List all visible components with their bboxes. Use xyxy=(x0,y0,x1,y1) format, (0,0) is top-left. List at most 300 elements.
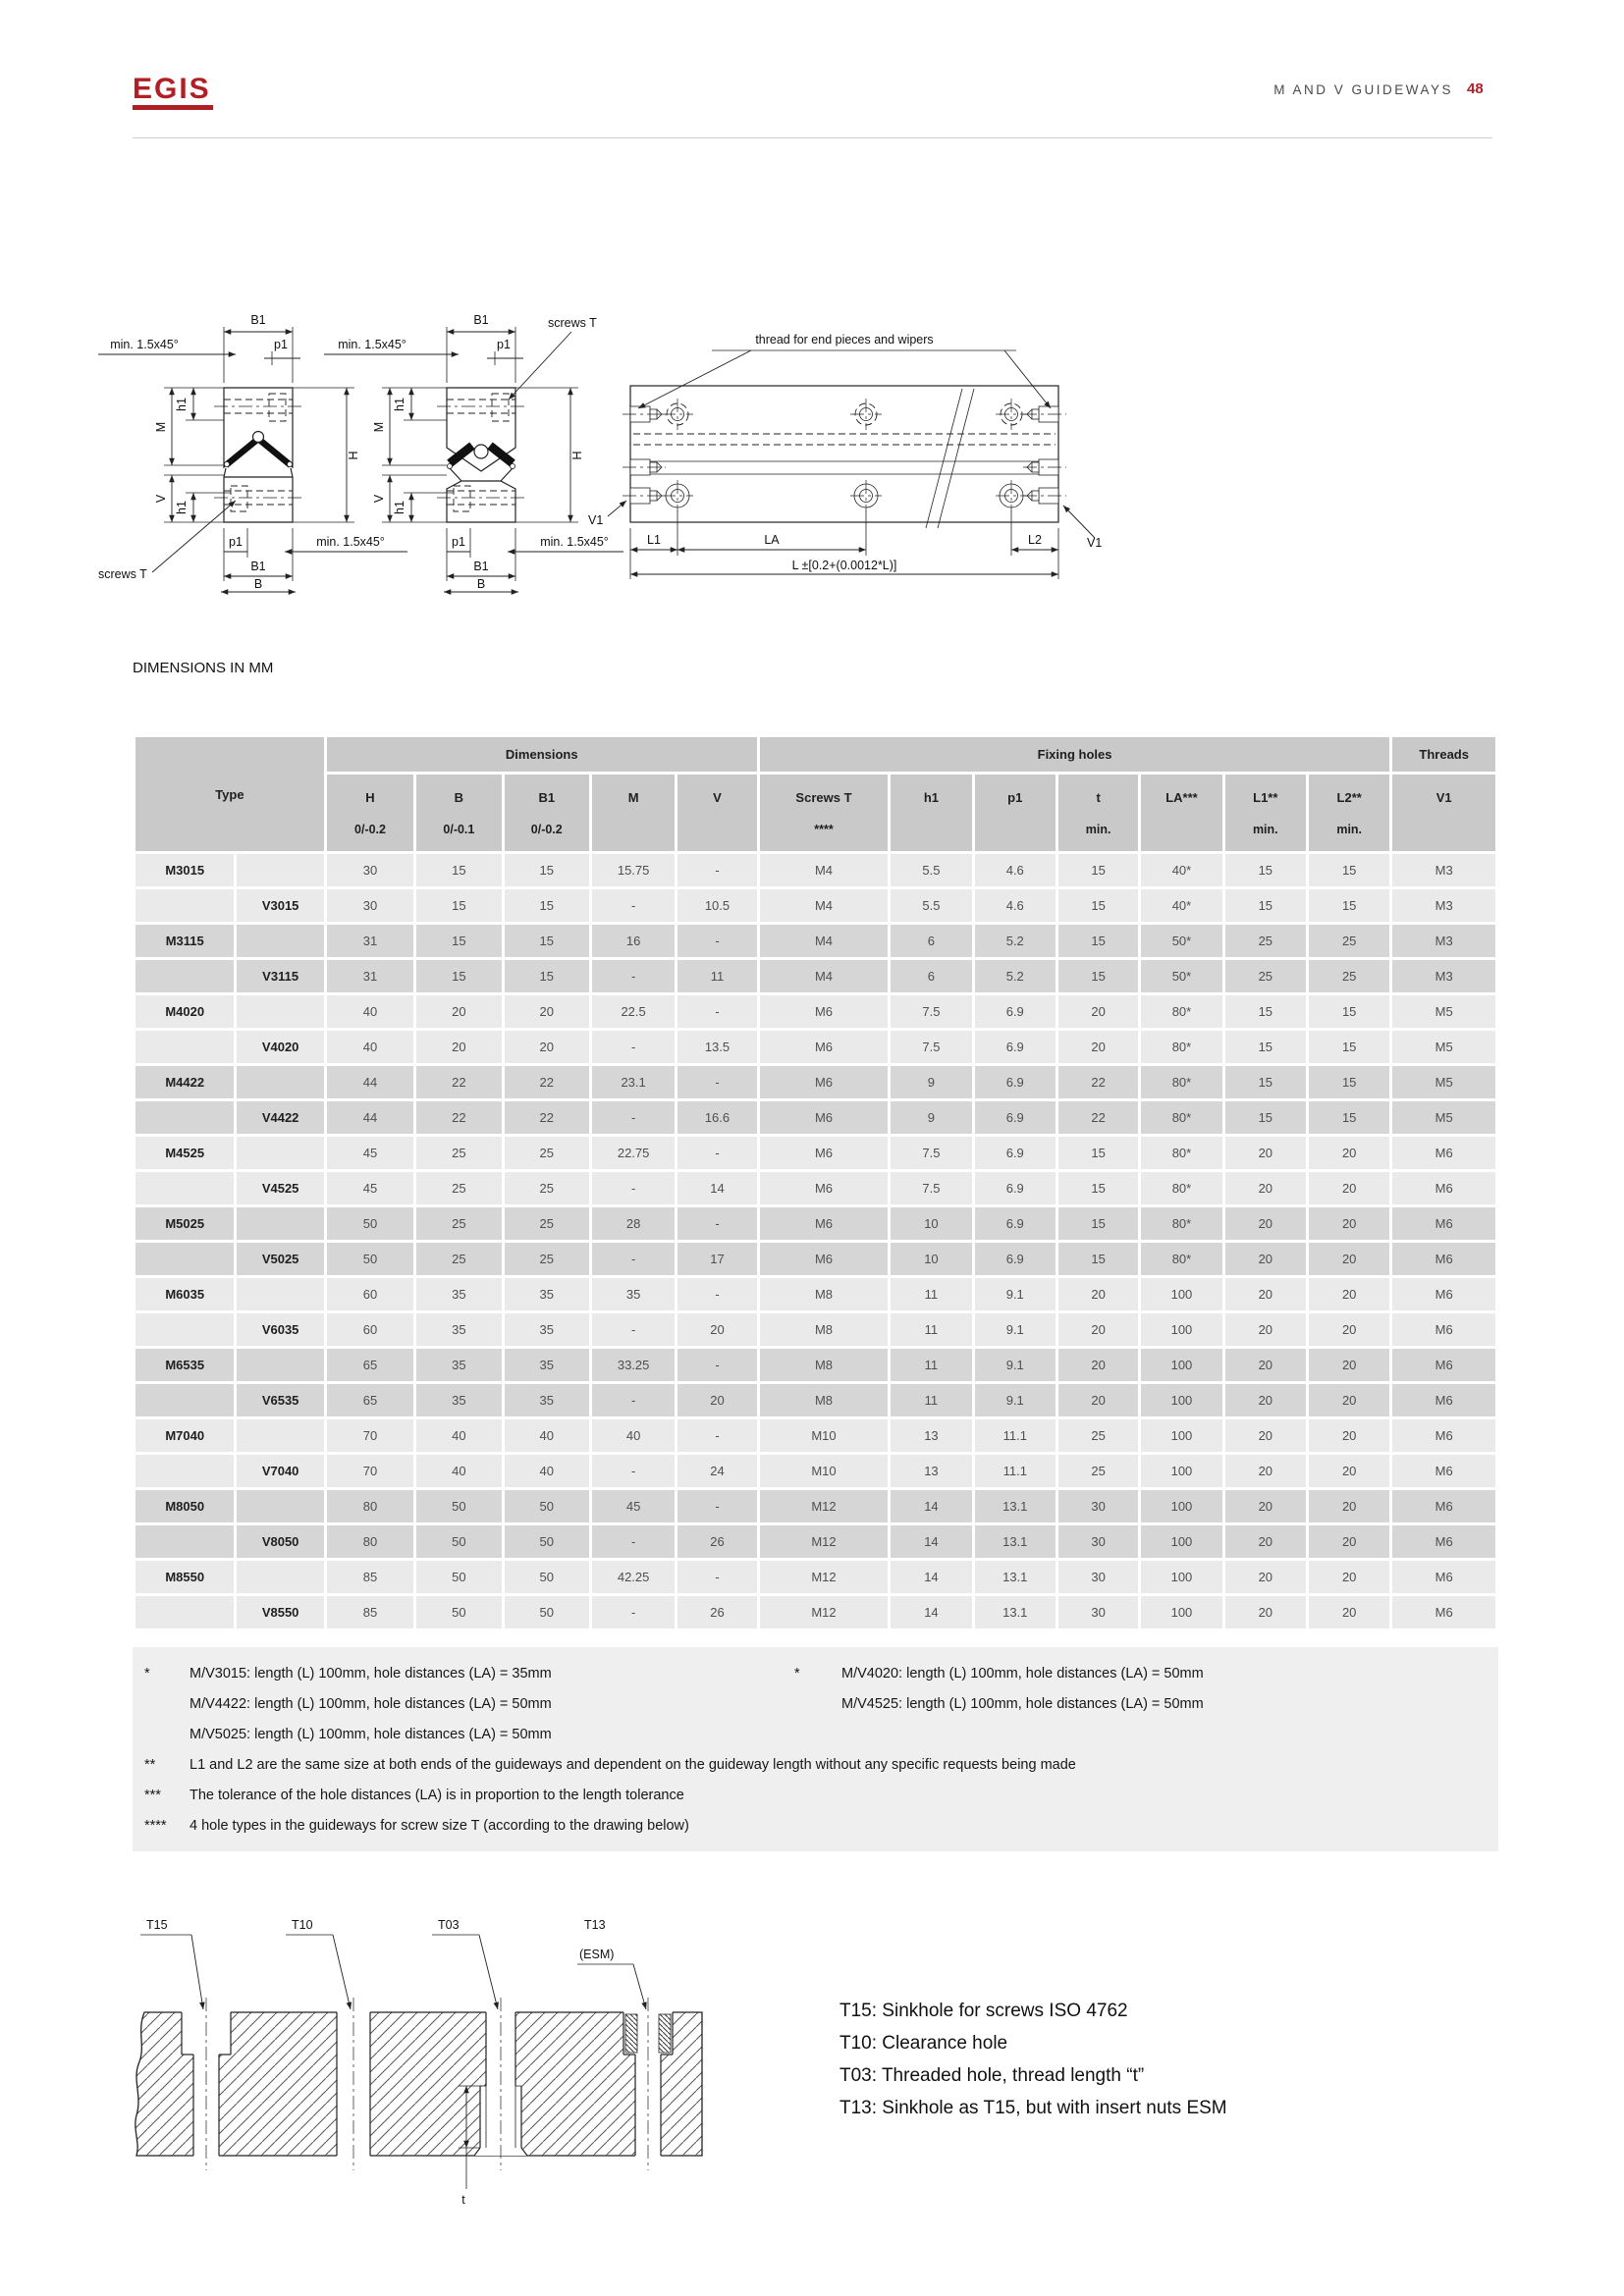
dim-h-label: H xyxy=(347,451,360,460)
value-cell: 20 xyxy=(1225,1349,1306,1381)
value-cell: 20 xyxy=(416,1031,501,1063)
value-cell: 15 xyxy=(416,925,501,957)
v1-label-right: V1 xyxy=(1087,536,1103,550)
header-divider xyxy=(133,137,1492,138)
type-cell-v: V6035 xyxy=(237,1313,323,1346)
value-cell: M6 xyxy=(1392,1490,1495,1522)
group-header-dimensions: Dimensions xyxy=(327,737,757,772)
type-cell-v: V3115 xyxy=(237,960,323,992)
type-cell-v: V4020 xyxy=(237,1031,323,1063)
value-cell: - xyxy=(592,1525,675,1558)
value-cell: 5.5 xyxy=(891,889,971,922)
t03-label: T03 xyxy=(438,1918,460,1932)
value-cell: 15 xyxy=(1309,1066,1389,1098)
value-cell: 60 xyxy=(327,1313,413,1346)
value-cell: 10 xyxy=(891,1243,971,1275)
value-cell: 20 xyxy=(1309,1172,1389,1204)
value-cell: 30 xyxy=(327,889,413,922)
column-header-m: M xyxy=(592,774,675,851)
type-cell-m: M5025 xyxy=(135,1207,234,1240)
value-cell: 80* xyxy=(1141,1031,1221,1063)
value-cell: 70 xyxy=(327,1455,413,1487)
value-cell: 13.1 xyxy=(975,1561,1056,1593)
type-cell-m xyxy=(135,1031,234,1063)
value-cell: 31 xyxy=(327,960,413,992)
value-cell: 10 xyxy=(891,1207,971,1240)
value-cell: M3 xyxy=(1392,854,1495,886)
column-header-t: t min. xyxy=(1058,774,1138,851)
value-cell: 15 xyxy=(1309,1101,1389,1134)
value-cell: 14 xyxy=(891,1596,971,1629)
dim-la-label: LA xyxy=(764,533,780,547)
value-cell: M6 xyxy=(760,1066,889,1098)
value-cell: 23.1 xyxy=(592,1066,675,1098)
value-cell: 30 xyxy=(327,854,413,886)
value-cell: 13.5 xyxy=(677,1031,756,1063)
footnote-text: M/V4020: length (L) 100mm, hole distances (LA) = 50mm xyxy=(841,1666,1204,1682)
value-cell: M6 xyxy=(1392,1419,1495,1452)
dim-l2-label: L2 xyxy=(1028,533,1042,547)
value-cell: 20 xyxy=(1309,1455,1389,1487)
column-header-screws-t: Screws T **** xyxy=(760,774,889,851)
footnotes-block xyxy=(133,1647,1498,1851)
value-cell: 60 xyxy=(327,1278,413,1310)
value-cell: M6 xyxy=(760,995,889,1028)
value-cell: 35 xyxy=(416,1384,501,1416)
value-cell: 15 xyxy=(1225,1031,1306,1063)
value-cell: 15 xyxy=(1058,1172,1138,1204)
t15-label: T15 xyxy=(146,1918,168,1932)
table-row-m3015 xyxy=(135,854,1495,886)
type-cell-m: M3115 xyxy=(135,925,234,957)
value-cell: 7.5 xyxy=(891,1031,971,1063)
dim-m-label: M xyxy=(154,421,168,433)
rail-section-slab xyxy=(135,1998,702,2207)
value-cell: 30 xyxy=(1058,1525,1138,1558)
value-cell: 15 xyxy=(1058,889,1138,922)
value-cell: 50 xyxy=(416,1525,501,1558)
type-cell-v: V7040 xyxy=(237,1455,323,1487)
value-cell: 15 xyxy=(1058,1137,1138,1169)
column-header-la-: LA*** xyxy=(1141,774,1221,851)
value-cell: 25 xyxy=(1309,960,1389,992)
egis-logo: EGIS xyxy=(133,75,213,110)
value-cell: - xyxy=(592,1313,675,1346)
value-cell: 22 xyxy=(416,1101,501,1134)
value-cell: 6.9 xyxy=(975,1172,1056,1204)
value-cell: 20 xyxy=(1225,1172,1306,1204)
svg-text:min. 1.5x45°: min. 1.5x45° xyxy=(316,535,385,549)
value-cell: 22 xyxy=(1058,1066,1138,1098)
value-cell: 20 xyxy=(1309,1596,1389,1629)
table-row-v4020 xyxy=(135,1031,1495,1063)
svg-text:p1: p1 xyxy=(229,535,243,549)
value-cell: - xyxy=(677,1490,756,1522)
table-row-m8050 xyxy=(135,1490,1495,1522)
value-cell: M5 xyxy=(1392,1031,1495,1063)
value-cell: 4.6 xyxy=(975,854,1056,886)
value-cell: 20 xyxy=(1225,1207,1306,1240)
svg-text:H: H xyxy=(570,451,584,460)
value-cell: 35 xyxy=(416,1313,501,1346)
value-cell: 9 xyxy=(891,1101,971,1134)
svg-text:B1: B1 xyxy=(473,560,489,573)
type-cell-m xyxy=(135,1243,234,1275)
type-cell-m xyxy=(135,1313,234,1346)
value-cell: 25 xyxy=(1058,1455,1138,1487)
value-cell: 35 xyxy=(505,1313,589,1346)
group-header-fixing-holes: Fixing holes xyxy=(760,737,1390,772)
value-cell: 80* xyxy=(1141,1066,1221,1098)
value-cell: 13.1 xyxy=(975,1490,1056,1522)
value-cell: 16.6 xyxy=(677,1101,756,1134)
value-cell: 20 xyxy=(677,1384,756,1416)
value-cell: 11 xyxy=(677,960,756,992)
value-cell: 15 xyxy=(1225,995,1306,1028)
value-cell: 15 xyxy=(416,889,501,922)
chamfer-label: min. 1.5x45° xyxy=(110,338,179,351)
type-cell-m: M6035 xyxy=(135,1278,234,1310)
type-cell-v xyxy=(237,1207,323,1240)
value-cell: M12 xyxy=(760,1561,889,1593)
value-cell: M12 xyxy=(760,1596,889,1629)
value-cell: 13 xyxy=(891,1419,971,1452)
value-cell: 20 xyxy=(1225,1561,1306,1593)
value-cell: 50 xyxy=(505,1525,589,1558)
value-cell: 10.5 xyxy=(677,889,756,922)
hole-type-labels xyxy=(140,1918,646,2009)
value-cell: 22 xyxy=(416,1066,501,1098)
value-cell: - xyxy=(677,1207,756,1240)
footnote-line: M/V5025: length (L) 100mm, hole distances (LA) = 50mm xyxy=(189,1727,552,1742)
value-cell: 20 xyxy=(1309,1490,1389,1522)
value-cell: 20 xyxy=(1309,1561,1389,1593)
footnote-marker: * xyxy=(794,1666,800,1682)
value-cell: 15 xyxy=(1225,1101,1306,1134)
guideway-side-view xyxy=(588,333,1102,579)
type-cell-v xyxy=(237,1137,323,1169)
value-cell: 15 xyxy=(1225,1066,1306,1098)
value-cell: 50* xyxy=(1141,925,1221,957)
value-cell: M6 xyxy=(1392,1349,1495,1381)
section-title: DIMENSIONS IN MM xyxy=(133,660,274,676)
value-cell: 85 xyxy=(327,1596,413,1629)
value-cell: 15 xyxy=(505,854,589,886)
value-cell: - xyxy=(677,1419,756,1452)
value-cell: 20 xyxy=(505,995,589,1028)
value-cell: 20 xyxy=(1309,1278,1389,1310)
value-cell: M10 xyxy=(760,1455,889,1487)
hole-type-desc-line: T10: Clearance hole xyxy=(839,2033,1008,2054)
svg-text:min. 1.5x45°: min. 1.5x45° xyxy=(540,535,609,549)
svg-text:V: V xyxy=(372,494,386,504)
svg-text:B1: B1 xyxy=(250,560,266,573)
value-cell: 14 xyxy=(891,1525,971,1558)
value-cell: 15 xyxy=(1225,854,1306,886)
value-cell: M4 xyxy=(760,854,889,886)
svg-text:B1: B1 xyxy=(473,313,489,327)
value-cell: 40 xyxy=(592,1419,675,1452)
value-cell: 45 xyxy=(327,1137,413,1169)
value-cell: 20 xyxy=(1058,995,1138,1028)
value-cell: M6 xyxy=(760,1101,889,1134)
column-header-l1-: L1** min. xyxy=(1225,774,1306,851)
dim-l-total-label: L ±[0.2+(0.0012*L)] xyxy=(791,559,897,572)
value-cell: 15 xyxy=(1058,1243,1138,1275)
value-cell: 6.9 xyxy=(975,1207,1056,1240)
value-cell: 40 xyxy=(416,1455,501,1487)
svg-text:M: M xyxy=(372,421,386,433)
value-cell: 20 xyxy=(1309,1313,1389,1346)
svg-text:h1: h1 xyxy=(393,501,406,514)
value-cell: M6 xyxy=(1392,1596,1495,1629)
value-cell: 15 xyxy=(1058,960,1138,992)
value-cell: 40 xyxy=(505,1419,589,1452)
value-cell: 33.25 xyxy=(592,1349,675,1381)
value-cell: 40 xyxy=(416,1419,501,1452)
table-row-m4020 xyxy=(135,995,1495,1028)
value-cell: 20 xyxy=(1225,1419,1306,1452)
v1-label-left: V1 xyxy=(588,513,604,527)
value-cell: - xyxy=(677,1137,756,1169)
dim-b1-label: B1 xyxy=(250,313,266,327)
value-cell: 9.1 xyxy=(975,1349,1056,1381)
table-row-m5025 xyxy=(135,1207,1495,1240)
value-cell: 6.9 xyxy=(975,995,1056,1028)
column-header-h: H 0/-0.2 xyxy=(327,774,413,851)
value-cell: 25 xyxy=(505,1243,589,1275)
value-cell: 25 xyxy=(1309,925,1389,957)
footnote-line: M/V4422: length (L) 100mm, hole distances (LA) = 50mm M/V4525: length (L) 100mm, hole distances (LA) = 50mm xyxy=(189,1696,1204,1712)
value-cell: 15 xyxy=(505,960,589,992)
value-cell: 40 xyxy=(327,1031,413,1063)
dim-p1-label: p1 xyxy=(274,338,288,351)
value-cell: 50 xyxy=(505,1596,589,1629)
value-cell: M4 xyxy=(760,925,889,957)
value-cell: 40 xyxy=(327,995,413,1028)
type-cell-v xyxy=(237,1561,323,1593)
table-row-v3115 xyxy=(135,960,1495,992)
column-header-p1: p1 xyxy=(975,774,1056,851)
type-cell-v xyxy=(237,1490,323,1522)
value-cell: 65 xyxy=(327,1349,413,1381)
value-cell: 20 xyxy=(1309,1349,1389,1381)
v-rail-cross-section xyxy=(437,388,525,522)
value-cell: 100 xyxy=(1141,1455,1221,1487)
value-cell: 44 xyxy=(327,1101,413,1134)
value-cell: 25 xyxy=(1225,925,1306,957)
type-cell-v: V4525 xyxy=(237,1172,323,1204)
value-cell: 25 xyxy=(505,1172,589,1204)
value-cell: M5 xyxy=(1392,1066,1495,1098)
value-cell: 35 xyxy=(592,1278,675,1310)
dim-l1-label: L1 xyxy=(647,533,661,547)
value-cell: 9.1 xyxy=(975,1278,1056,1310)
column-header-b: B 0/-0.1 xyxy=(416,774,501,851)
value-cell: 100 xyxy=(1141,1525,1221,1558)
table-row-m8550 xyxy=(135,1561,1495,1593)
value-cell: 30 xyxy=(1058,1561,1138,1593)
value-cell: 15 xyxy=(1058,1207,1138,1240)
value-cell: 20 xyxy=(1309,1137,1389,1169)
svg-text:p1: p1 xyxy=(452,535,465,549)
type-cell-v xyxy=(237,1349,323,1381)
value-cell: 25 xyxy=(1225,960,1306,992)
value-cell: M3 xyxy=(1392,960,1495,992)
value-cell: 50* xyxy=(1141,960,1221,992)
value-cell: - xyxy=(592,1455,675,1487)
hole-type-desc-line: T13: Sinkhole as T15, but with insert nuts ESM xyxy=(839,2098,1227,2118)
table-row-v6035 xyxy=(135,1313,1495,1346)
type-cell-m: M6535 xyxy=(135,1349,234,1381)
value-cell: 80* xyxy=(1141,1101,1221,1134)
screws-t-label: screws T xyxy=(98,567,147,581)
footnote-line: **** 4 hole types in the guideways for screw size T (according to the drawing below) xyxy=(144,1818,689,1834)
value-cell: 25 xyxy=(416,1172,501,1204)
value-cell: 85 xyxy=(327,1561,413,1593)
value-cell: - xyxy=(677,854,756,886)
type-cell-m xyxy=(135,1172,234,1204)
value-cell: M10 xyxy=(760,1419,889,1452)
value-cell: M8 xyxy=(760,1384,889,1416)
thread-note-label: thread for end pieces and wipers xyxy=(755,333,934,347)
column-header-b1: B1 0/-0.2 xyxy=(505,774,589,851)
value-cell: 25 xyxy=(1058,1419,1138,1452)
value-cell: 22 xyxy=(1058,1101,1138,1134)
table-row-v3015 xyxy=(135,889,1495,922)
value-cell: 6.9 xyxy=(975,1243,1056,1275)
value-cell: 28 xyxy=(592,1207,675,1240)
dim-v-label: V xyxy=(154,494,168,504)
value-cell: 20 xyxy=(1225,1137,1306,1169)
value-cell: 15 xyxy=(1058,854,1138,886)
esm-label: (ESM) xyxy=(579,1948,615,1961)
value-cell: M6 xyxy=(1392,1172,1495,1204)
value-cell: 80 xyxy=(327,1525,413,1558)
type-cell-m: M4422 xyxy=(135,1066,234,1098)
value-cell: 22.75 xyxy=(592,1137,675,1169)
value-cell: M8 xyxy=(760,1278,889,1310)
t10-hole xyxy=(337,1998,370,2170)
dim-h1-label: h1 xyxy=(175,501,189,514)
column-header-l2-: L2** min. xyxy=(1309,774,1389,851)
value-cell: 50 xyxy=(327,1207,413,1240)
dimensions-table xyxy=(133,734,1498,1631)
group-header-threads: Threads xyxy=(1392,737,1495,772)
value-cell: 15 xyxy=(1225,889,1306,922)
value-cell: 5.2 xyxy=(975,925,1056,957)
m-rail-dimensions xyxy=(98,313,407,592)
value-cell: 15 xyxy=(1058,925,1138,957)
value-cell: - xyxy=(677,1349,756,1381)
value-cell: 20 xyxy=(1225,1596,1306,1629)
value-cell: 80* xyxy=(1141,1243,1221,1275)
value-cell: 40* xyxy=(1141,889,1221,922)
value-cell: 100 xyxy=(1141,1278,1221,1310)
footnote-line xyxy=(133,1659,1498,1689)
value-cell: M6 xyxy=(760,1172,889,1204)
value-cell: 50 xyxy=(327,1243,413,1275)
value-cell: 7.5 xyxy=(891,1172,971,1204)
table-row-m6535 xyxy=(135,1349,1495,1381)
m-rail-cross-section xyxy=(214,388,302,522)
value-cell: M4 xyxy=(760,960,889,992)
value-cell: 22 xyxy=(505,1101,589,1134)
value-cell: 20 xyxy=(1225,1278,1306,1310)
value-cell: 7.5 xyxy=(891,1137,971,1169)
svg-text:p1: p1 xyxy=(497,338,511,351)
value-cell: 30 xyxy=(1058,1490,1138,1522)
value-cell: 14 xyxy=(677,1172,756,1204)
type-cell-m: M7040 xyxy=(135,1419,234,1452)
value-cell: M6 xyxy=(1392,1313,1495,1346)
value-cell: 42.25 xyxy=(592,1561,675,1593)
value-cell: M6 xyxy=(1392,1384,1495,1416)
value-cell: 20 xyxy=(1058,1384,1138,1416)
value-cell: M6 xyxy=(760,1031,889,1063)
table-row-v8550 xyxy=(135,1596,1495,1629)
value-cell: 80* xyxy=(1141,1207,1221,1240)
value-cell: 45 xyxy=(327,1172,413,1204)
value-cell: M8 xyxy=(760,1313,889,1346)
table-row-v4525 xyxy=(135,1172,1495,1204)
value-cell: M5 xyxy=(1392,995,1495,1028)
value-cell: 20 xyxy=(505,1031,589,1063)
value-cell: 24 xyxy=(677,1455,756,1487)
dim-h1-label: h1 xyxy=(175,398,189,411)
value-cell: 25 xyxy=(505,1137,589,1169)
type-cell-m xyxy=(135,889,234,922)
value-cell: - xyxy=(592,1243,675,1275)
table-row-m4422 xyxy=(135,1066,1495,1098)
t13-label: T13 xyxy=(584,1918,606,1932)
value-cell: 4.6 xyxy=(975,889,1056,922)
value-cell: M6 xyxy=(760,1207,889,1240)
value-cell: 15.75 xyxy=(592,854,675,886)
value-cell: M12 xyxy=(760,1490,889,1522)
value-cell: 50 xyxy=(416,1596,501,1629)
value-cell: - xyxy=(677,995,756,1028)
value-cell: M6 xyxy=(1392,1137,1495,1169)
value-cell: 31 xyxy=(327,925,413,957)
value-cell: 35 xyxy=(505,1384,589,1416)
value-cell: - xyxy=(677,1278,756,1310)
table-row-m3115 xyxy=(135,925,1495,957)
value-cell: 50 xyxy=(505,1561,589,1593)
value-cell: 6 xyxy=(891,925,971,957)
value-cell: M6 xyxy=(1392,1561,1495,1593)
type-cell-m: M4525 xyxy=(135,1137,234,1169)
value-cell: 15 xyxy=(1309,995,1389,1028)
hole-type-desc-line: T03: Threaded hole, thread length “t” xyxy=(839,2065,1145,2086)
value-cell: 6.9 xyxy=(975,1031,1056,1063)
value-cell: 20 xyxy=(1309,1207,1389,1240)
value-cell: - xyxy=(592,1172,675,1204)
value-cell: 44 xyxy=(327,1066,413,1098)
type-cell-m xyxy=(135,1101,234,1134)
value-cell: 25 xyxy=(416,1207,501,1240)
type-cell-m xyxy=(135,1455,234,1487)
value-cell: 9.1 xyxy=(975,1313,1056,1346)
value-cell: 7.5 xyxy=(891,995,971,1028)
type-cell-m: M3015 xyxy=(135,854,234,886)
type-cell-v xyxy=(237,925,323,957)
value-cell: M8 xyxy=(760,1349,889,1381)
value-cell: 25 xyxy=(416,1243,501,1275)
value-cell: 15 xyxy=(416,960,501,992)
value-cell: 26 xyxy=(677,1525,756,1558)
value-cell: 20 xyxy=(1225,1243,1306,1275)
